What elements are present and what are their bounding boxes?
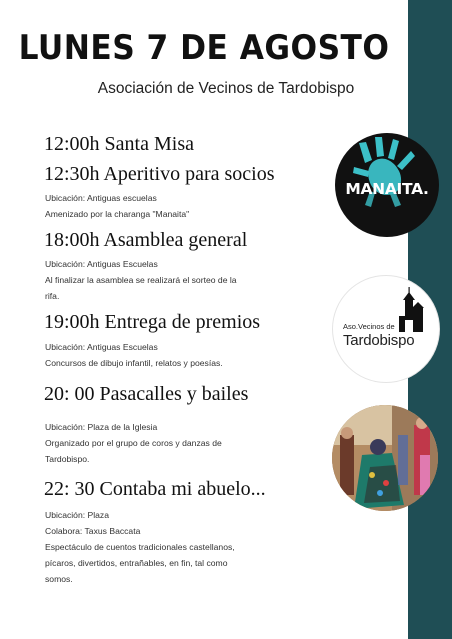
event-detail-line: Amenizado por la charanga "Manaita"	[45, 209, 190, 219]
dancers-photo-image	[332, 405, 438, 511]
event-detail-line: Al finalizar la asamblea se realizará el sorteo de la	[45, 275, 237, 285]
page-subtitle: Asociación de Vecinos de Tardobispo	[97, 80, 355, 97]
event-detail-line: Concursos de dibujo infantil, relatos y poesías.	[45, 358, 223, 368]
asociacion-logo-big-text: Tardobispo	[343, 332, 415, 349]
event-heading-asamblea: 18:00h Asamblea general	[44, 229, 248, 251]
event-detail-line: rifa.	[45, 291, 60, 301]
asociacion-logo-small-text: Aso.Vecinos de	[343, 322, 395, 331]
event-heading-premios: 19:00h Entrega de premios	[44, 311, 261, 333]
manaita-logo-text: MANAITA.	[345, 180, 429, 198]
event-detail-line: Ubicación: Antiguas Escuelas	[45, 342, 158, 352]
event-heading-pasacalles: 20: 00 Pasacalles y bailes	[44, 383, 249, 405]
event-detail-line: Ubicación: Plaza de la Iglesia	[45, 422, 158, 432]
event-detail-line: Ubicación: Antiguas escuelas	[45, 193, 157, 203]
event-detail-line: pícaros, divertidos, entrañables, en fin, tal como	[45, 558, 228, 568]
event-detail-line: Colabora: Taxus Baccata	[45, 526, 141, 536]
event-heading-santa-misa: 12:00h Santa Misa	[44, 133, 194, 155]
event-detail-line: Ubicación: Antiguas Escuelas	[45, 259, 158, 269]
event-heading-aperitivo: 12:30h Aperitivo para socios	[44, 163, 275, 185]
event-detail-line: somos.	[45, 574, 73, 584]
page-title: LUNES 7 DE AGOSTO	[18, 28, 390, 68]
event-detail-line: Ubicación: Plaza	[45, 510, 110, 520]
event-heading-contaba: 22: 30 Contaba mi abuelo...	[44, 478, 266, 500]
event-detail-line: Espectáculo de cuentos tradicionales castellanos,	[45, 542, 235, 552]
asociacion-logo	[333, 276, 439, 382]
dancers-photo	[332, 405, 438, 511]
event-detail-line: Tardobispo.	[45, 454, 90, 464]
event-detail-line: Organizado por el grupo de coros y danzas de	[45, 438, 222, 448]
manaita-logo	[335, 133, 439, 237]
